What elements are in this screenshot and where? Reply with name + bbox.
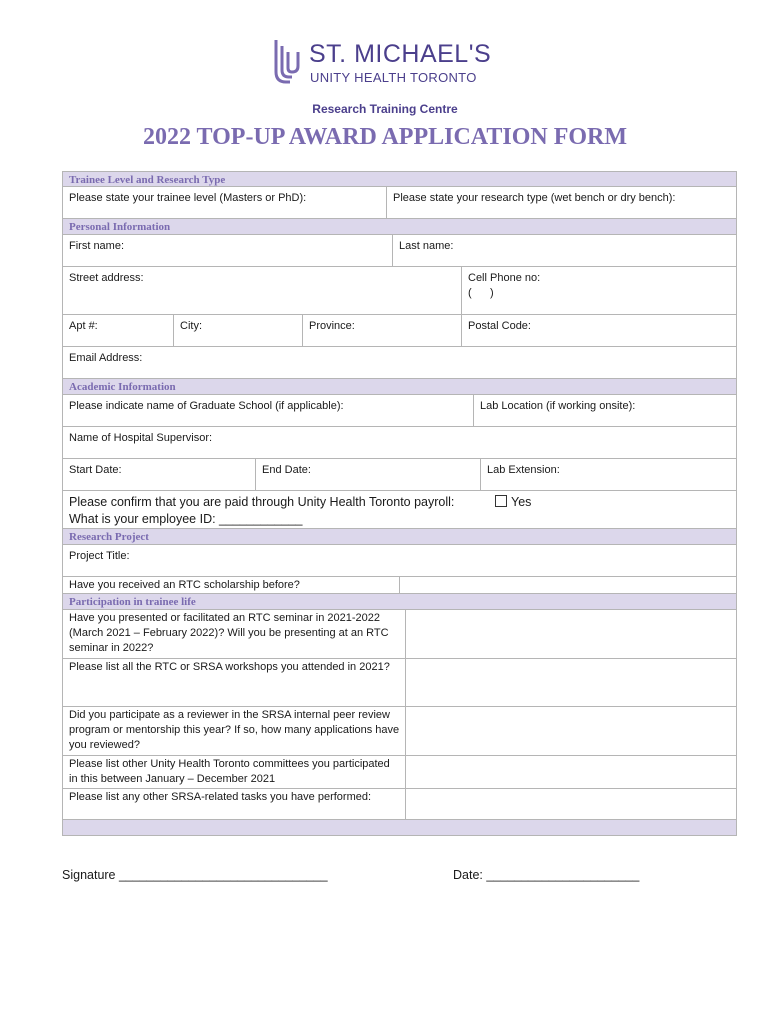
project-title-field[interactable]: Project Title: (69, 550, 130, 562)
committees-answer[interactable] (405, 756, 736, 788)
committees-question: Please list other Unity Health Toronto committees you participated in this between January – December 2021 (69, 758, 390, 785)
brand-name: ST. MICHAEL'S (309, 40, 492, 68)
section-research-project: Research Project (62, 529, 737, 545)
graduate-school-field[interactable]: Please indicate name of Graduate School (if applicable): (69, 400, 344, 412)
application-form (62, 171, 737, 836)
rtc-scholarship-label: Have you received an RTC scholarship before? (69, 579, 300, 591)
brand-subtitle: UNITY HEALTH TORONTO (310, 70, 477, 85)
end-date-field[interactable]: End Date: (255, 459, 481, 490)
srsa-tasks-row (62, 789, 737, 820)
email-field[interactable]: Email Address: (69, 352, 143, 364)
logo-mark-icon (272, 38, 304, 84)
lab-location-field[interactable]: Lab Location (if working onsite): (473, 395, 736, 426)
srsa-tasks-answer[interactable] (405, 789, 736, 819)
cell-phone-field[interactable] (461, 267, 736, 314)
checkbox-icon[interactable] (495, 495, 507, 507)
section-academic-info: Academic Information (62, 379, 737, 395)
payroll-yes-option[interactable] (489, 491, 609, 528)
committees-row (62, 756, 737, 789)
province-field[interactable]: Province: (302, 315, 462, 346)
reviewer-answer[interactable] (405, 707, 736, 755)
postal-code-field[interactable]: Postal Code: (461, 315, 736, 346)
dates-row (62, 459, 737, 491)
first-name-field[interactable]: First name: (69, 240, 125, 252)
centre-name: Research Training Centre (312, 102, 458, 116)
apt-field[interactable]: Apt #: (69, 320, 98, 332)
srsa-tasks-question: Please list any other SRSA-related tasks you have performed: (69, 791, 372, 803)
trainee-level-field[interactable]: Please state your trainee level (Masters or PhD): (69, 192, 307, 204)
cell-phone-format: ( ) (468, 287, 494, 299)
form-footer-bar (62, 820, 737, 836)
scholarship-row (62, 577, 737, 594)
name-row (62, 235, 737, 267)
trainee-row (62, 187, 737, 219)
st-michaels-logo (272, 38, 512, 88)
city-field[interactable]: City: (173, 315, 303, 346)
reviewer-question: Did you participate as a reviewer in the SRSA internal peer review program or mentorship this year? If so, how many applications have you reviewed? (69, 709, 400, 751)
seminar-question: Have you presented or facilitated an RTC seminar in 2021-2022 (March 2021 – February 2022)? Will you be presenting at an RTC seminar in 2022? (69, 612, 389, 654)
street-address-field[interactable]: Street address: (69, 272, 144, 284)
location-row (62, 315, 737, 347)
cell-phone-label: Cell Phone no: (468, 272, 541, 284)
address-row (62, 267, 737, 315)
school-row (62, 395, 737, 427)
workshops-answer[interactable] (405, 659, 736, 706)
research-type-field[interactable]: Please state your research type (wet bench or dry bench): (386, 187, 736, 218)
email-row (62, 347, 737, 379)
section-trainee-level: Trainee Level and Research Type (62, 171, 737, 187)
project-title-row (62, 545, 737, 577)
workshops-row (62, 659, 737, 707)
reviewer-row (62, 707, 737, 756)
supervisor-row (62, 427, 737, 459)
payroll-row (62, 491, 737, 529)
payroll-question (63, 491, 483, 528)
form-title: 2022 TOP-UP AWARD APPLICATION FORM (142, 124, 628, 150)
date-line[interactable]: Date: ______________________ (453, 868, 640, 882)
last-name-field[interactable]: Last name: (392, 235, 736, 266)
section-participation: Participation in trainee life (62, 594, 737, 610)
employee-id-field[interactable]: What is your employee ID: ____________ (69, 512, 303, 526)
seminar-answer[interactable] (405, 610, 736, 658)
signature-line[interactable]: Signature ______________________________ (62, 868, 328, 882)
seminar-row (62, 610, 737, 659)
start-date-field[interactable]: Start Date: (69, 464, 122, 476)
lab-extension-field[interactable]: Lab Extension: (480, 459, 736, 490)
section-personal-info: Personal Information (62, 219, 737, 235)
payroll-label: Please confirm that you are paid through Unity Health Toronto payroll: (69, 495, 455, 509)
supervisor-field[interactable]: Name of Hospital Supervisor: (69, 432, 213, 444)
workshops-question: Please list all the RTC or SRSA workshops you attended in 2021? (69, 661, 390, 673)
rtc-scholarship-answer[interactable] (399, 577, 736, 593)
payroll-yes-label: Yes (511, 495, 532, 509)
